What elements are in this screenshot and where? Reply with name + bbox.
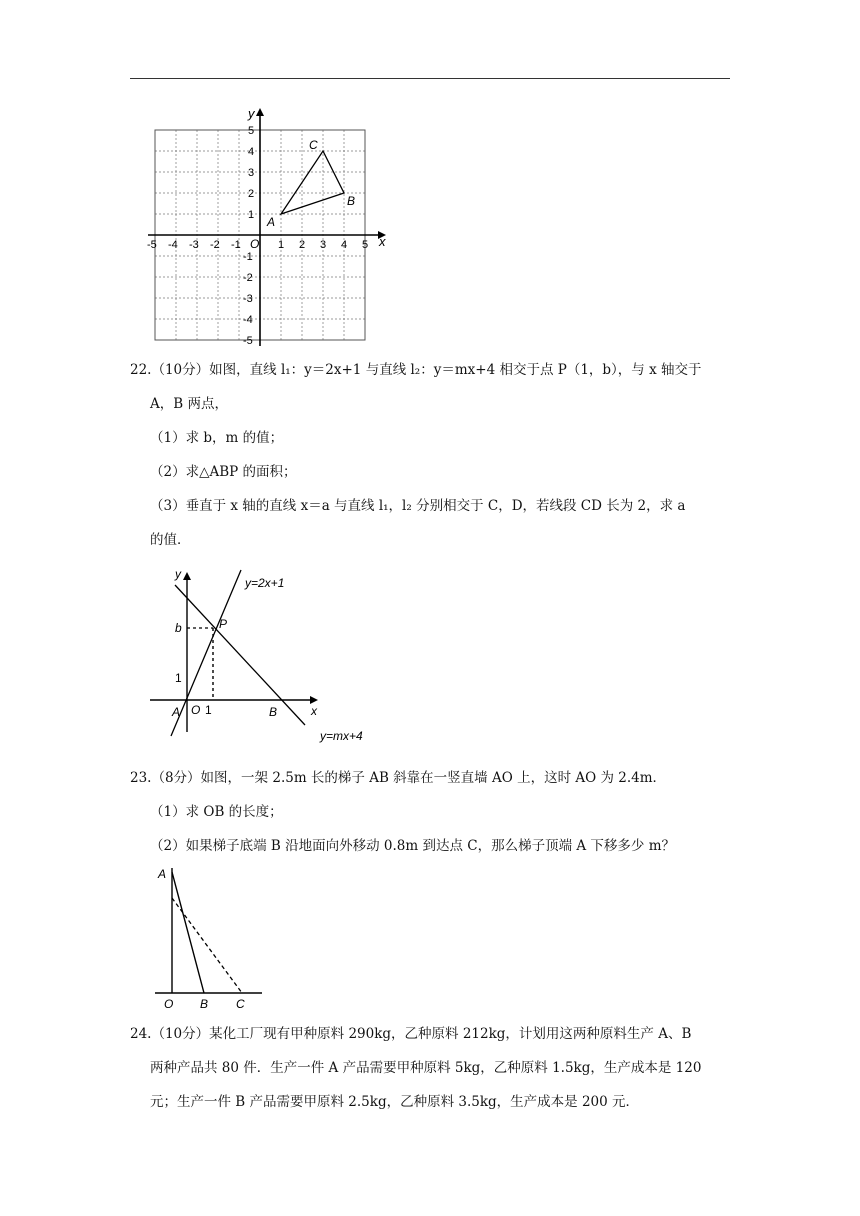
label-o: O [164, 997, 174, 1010]
x-tick-label: -4 [168, 239, 178, 251]
x-axis-label: x [379, 234, 386, 249]
q24-line2: 两种产品共 80 件．生产一件 A 产品需要甲种原料 5kg，乙种原料 1.5kg，生产成本是 120 [150, 1060, 702, 1076]
q22-part1: （1）求 b，m 的值； [150, 430, 284, 446]
label-l1: y=2x+1 [245, 576, 285, 590]
q22-part3-line1: （3）垂直于 x 轴的直线 x＝a 与直线 l₁，l₂ 分别相交于 C，D，若线段 CD 长为 2，求 a [150, 498, 686, 514]
origin-label: O [250, 237, 260, 251]
ladder-figure [150, 860, 280, 1010]
lines-figure [145, 560, 395, 745]
y-tick-label: -2 [243, 272, 253, 284]
q22-part2: （2）求△ABP 的面积； [150, 464, 297, 480]
q23-stem: 23.（8分）如图，一架 2.5m 长的梯子 AB 斜靠在一竖直墙 AO 上，这时 AO 为 2.4m． [130, 770, 667, 786]
x-tick-label: -1 [231, 239, 241, 251]
label-l2: y=mx+4 [320, 729, 363, 743]
x-tick-label: 5 [362, 239, 369, 251]
label-b: B [200, 997, 209, 1010]
y-axis-arrow [183, 572, 191, 580]
label-1-x: 1 [205, 703, 212, 717]
y-tick-label: 3 [248, 167, 255, 179]
label-a: A [158, 867, 167, 881]
y-axis-label: y [248, 106, 255, 121]
x-tick-label: 3 [320, 239, 327, 251]
y-tick-labels [243, 125, 254, 347]
point-a-label: A [267, 215, 276, 229]
y-axis-arrow [256, 108, 264, 116]
x-tick-label: -5 [147, 239, 157, 251]
y-tick-label: 4 [248, 146, 255, 158]
label-b-point: B [269, 705, 278, 719]
grid-figure [140, 98, 400, 348]
q24-line1: 24.（10分）某化工厂现有甲种原料 290kg，乙种原料 212kg，计划用这两种原料生产 A、B [130, 1026, 692, 1042]
y-tick-label: 5 [248, 125, 255, 137]
x-axis-arrow [310, 696, 318, 704]
y-tick-label: -1 [243, 251, 253, 263]
q22-stem-line2: A，B 两点， [150, 396, 228, 412]
label-y: y [175, 567, 181, 581]
x-tick-label: 1 [278, 239, 285, 251]
x-tick-label: 2 [299, 239, 306, 251]
y-tick-label: 1 [248, 209, 255, 221]
q22-part3-line2: 的值． [150, 532, 191, 548]
y-tick-label: 2 [248, 188, 255, 200]
x-tick-label: -3 [189, 239, 199, 251]
q23-part1: （1）求 OB 的长度； [150, 804, 283, 820]
y-tick-label: -5 [243, 335, 253, 347]
label-a: A [172, 705, 181, 719]
q24-line3: 元；生产一件 B 产品需要甲原料 2.5kg，乙种原料 3.5kg，生产成本是 200 元． [150, 1094, 640, 1110]
point-b-label: B [347, 194, 356, 208]
label-o: O [191, 703, 201, 717]
ladder-dashed [172, 898, 242, 993]
x-tick-label: -2 [210, 239, 220, 251]
y-tick-label: -3 [243, 293, 253, 305]
point-c-label: C [309, 138, 318, 152]
label-b: b [175, 621, 182, 635]
ladder-ab [172, 872, 204, 993]
triangle-abc [281, 151, 344, 214]
x-tick-label: 4 [341, 239, 348, 251]
y-tick-label: -4 [243, 314, 253, 326]
q23-part2: （2）如果梯子底端 B 沿地面向外移动 0.8m 到达点 C，那么梯子顶端 A 下移多少 m？ [150, 838, 675, 854]
label-x: x [311, 704, 317, 718]
label-c: C [236, 997, 245, 1010]
label-1-y: 1 [175, 671, 182, 685]
label-p: P [219, 617, 228, 631]
header-rule [130, 78, 730, 79]
q22-stem-line1: 22.（10分）如图，直线 l₁：y＝2x+1 与直线 l₂：y＝mx+4 相交于点 P（1，b），与 x 轴交于 [130, 362, 702, 378]
